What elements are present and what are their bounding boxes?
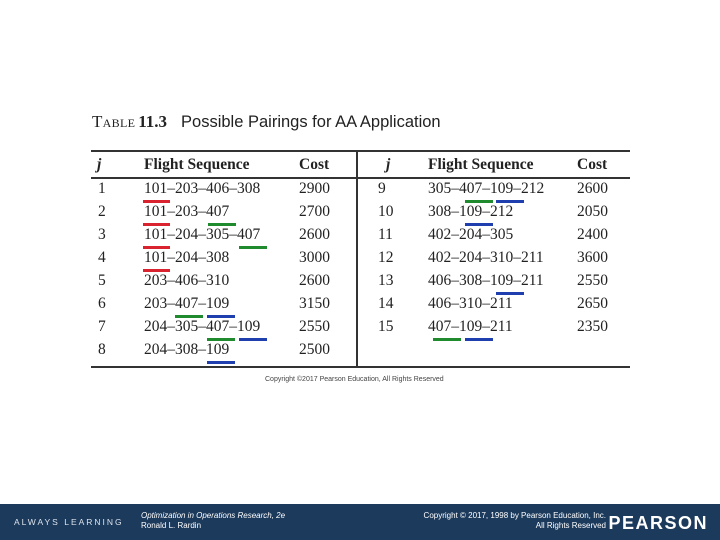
table-row	[91, 200, 630, 223]
marker-red	[143, 200, 170, 203]
cell-flight-sequence-right: 305–407–109–212	[428, 179, 545, 197]
cell-flight-sequence: 101–204–308	[144, 248, 230, 266]
cell-cost: 3150	[299, 294, 330, 312]
footer-copyright	[424, 511, 606, 531]
cell-cost: 2600	[299, 271, 330, 289]
marker-red	[143, 246, 170, 249]
marker-blue	[207, 315, 235, 318]
column-header-j: j	[97, 156, 102, 173]
cell-j-right: 9	[378, 179, 386, 197]
marker-red	[143, 269, 170, 272]
marker-red	[143, 223, 170, 226]
footer-author: Ronald L. Rardin	[141, 521, 202, 530]
cell-cost: 2900	[299, 179, 330, 197]
cell-cost-right: 2400	[577, 225, 608, 243]
cell-flight-sequence-right: 402–204–310–211	[428, 248, 544, 266]
cell-j: 3	[98, 225, 106, 243]
cell-j: 2	[98, 202, 106, 220]
cell-flight-sequence: 101–203–407	[144, 202, 230, 220]
column-header-cost-right: Cost	[577, 156, 608, 173]
marker-blue	[496, 292, 524, 295]
cell-cost: 2550	[299, 317, 330, 335]
cell-flight-sequence-right: 406–308–109–211	[428, 271, 544, 289]
cell-flight-sequence: 203–406–310	[144, 271, 230, 289]
cell-cost-right: 2350	[577, 317, 608, 335]
footer-copyright-line1: Copyright © 2017, 1998 by Pearson Education, Inc.	[423, 511, 606, 520]
table-caption	[92, 112, 441, 132]
marker-green	[465, 200, 493, 203]
inline-copyright: Copyright ©2017 Pearson Education, All Rights Reserved	[265, 376, 444, 383]
marker-blue	[465, 223, 493, 226]
marker-blue	[496, 200, 524, 203]
marker-green	[175, 315, 203, 318]
cell-cost-right: 2600	[577, 179, 608, 197]
table-row	[91, 269, 630, 292]
cell-j-right: 13	[378, 271, 394, 289]
marker-green	[433, 338, 461, 341]
footer-book-info	[141, 511, 285, 531]
table-row	[91, 177, 630, 200]
marker-green	[208, 223, 236, 226]
table-number: 11.3	[138, 112, 168, 131]
cell-j: 5	[98, 271, 106, 289]
cell-j-right	[356, 338, 414, 361]
cell-cost-right: 2550	[577, 271, 608, 289]
pearson-logo: PEARSON	[608, 513, 708, 533]
footer-tagline: ALWAYS LEARNING	[14, 517, 124, 527]
cell-cost: 2500	[299, 340, 330, 358]
cell-flight-sequence-right: 402–204–305	[428, 225, 514, 243]
table-label: Table	[92, 112, 136, 131]
cell-j-right: 14	[378, 294, 394, 312]
table-row	[91, 338, 630, 361]
table-top-rule	[91, 150, 630, 152]
table-header-row	[91, 153, 630, 177]
table-row	[91, 292, 630, 315]
marker-blue	[239, 338, 267, 341]
table-title: Possible Pairings for AA Application	[181, 113, 441, 131]
cell-j-right: 10	[378, 202, 394, 220]
table-row	[91, 315, 630, 338]
cell-cost: 3000	[299, 248, 330, 266]
table-row	[91, 246, 630, 269]
cell-j-right: 12	[378, 248, 394, 266]
cell-flight-sequence: 204–305–407–109	[144, 317, 261, 335]
cell-j: 1	[98, 179, 106, 197]
marker-blue	[207, 361, 235, 364]
footer-copyright-line2: All Rights Reserved	[535, 521, 606, 530]
column-header-j-right: j	[386, 156, 391, 173]
cell-j-right: 15	[378, 317, 394, 335]
marker-blue	[465, 338, 493, 341]
cell-flight-sequence-right: 407–109–211	[428, 317, 513, 335]
cell-flight-sequence: 101–204–305–407	[144, 225, 261, 243]
column-header-cost: Cost	[299, 156, 330, 173]
cell-j: 7	[98, 317, 106, 335]
footer-book-title: Optimization in Operations Research, 2e	[141, 511, 286, 520]
cell-flight-sequence-right	[414, 338, 570, 361]
footer-bar	[0, 504, 720, 540]
cell-j: 4	[98, 248, 106, 266]
cell-flight-sequence-right: 308–109–212	[428, 202, 514, 220]
cell-flight-sequence-right: 406–310–211	[428, 294, 513, 312]
column-header-flight-sequence-right: Flight Sequence	[428, 156, 534, 173]
cell-j-right: 11	[378, 225, 393, 243]
cell-j: 8	[98, 340, 106, 358]
cell-cost: 2600	[299, 225, 330, 243]
cell-cost-right	[570, 338, 630, 361]
cell-cost-right: 3600	[577, 248, 608, 266]
marker-green	[207, 338, 235, 341]
cell-cost: 2700	[299, 202, 330, 220]
cell-flight-sequence: 101–203–406–308	[144, 179, 261, 197]
cell-flight-sequence: 204–308–109	[144, 340, 230, 358]
table-bottom-rule	[91, 366, 630, 368]
cell-flight-sequence: 203–407–109	[144, 294, 230, 312]
cell-cost-right: 2650	[577, 294, 608, 312]
table-row	[91, 223, 630, 246]
cell-cost-right: 2050	[577, 202, 608, 220]
pairings-table	[91, 153, 630, 361]
column-header-flight-sequence: Flight Sequence	[144, 156, 250, 173]
cell-j: 6	[98, 294, 106, 312]
marker-green	[239, 246, 267, 249]
